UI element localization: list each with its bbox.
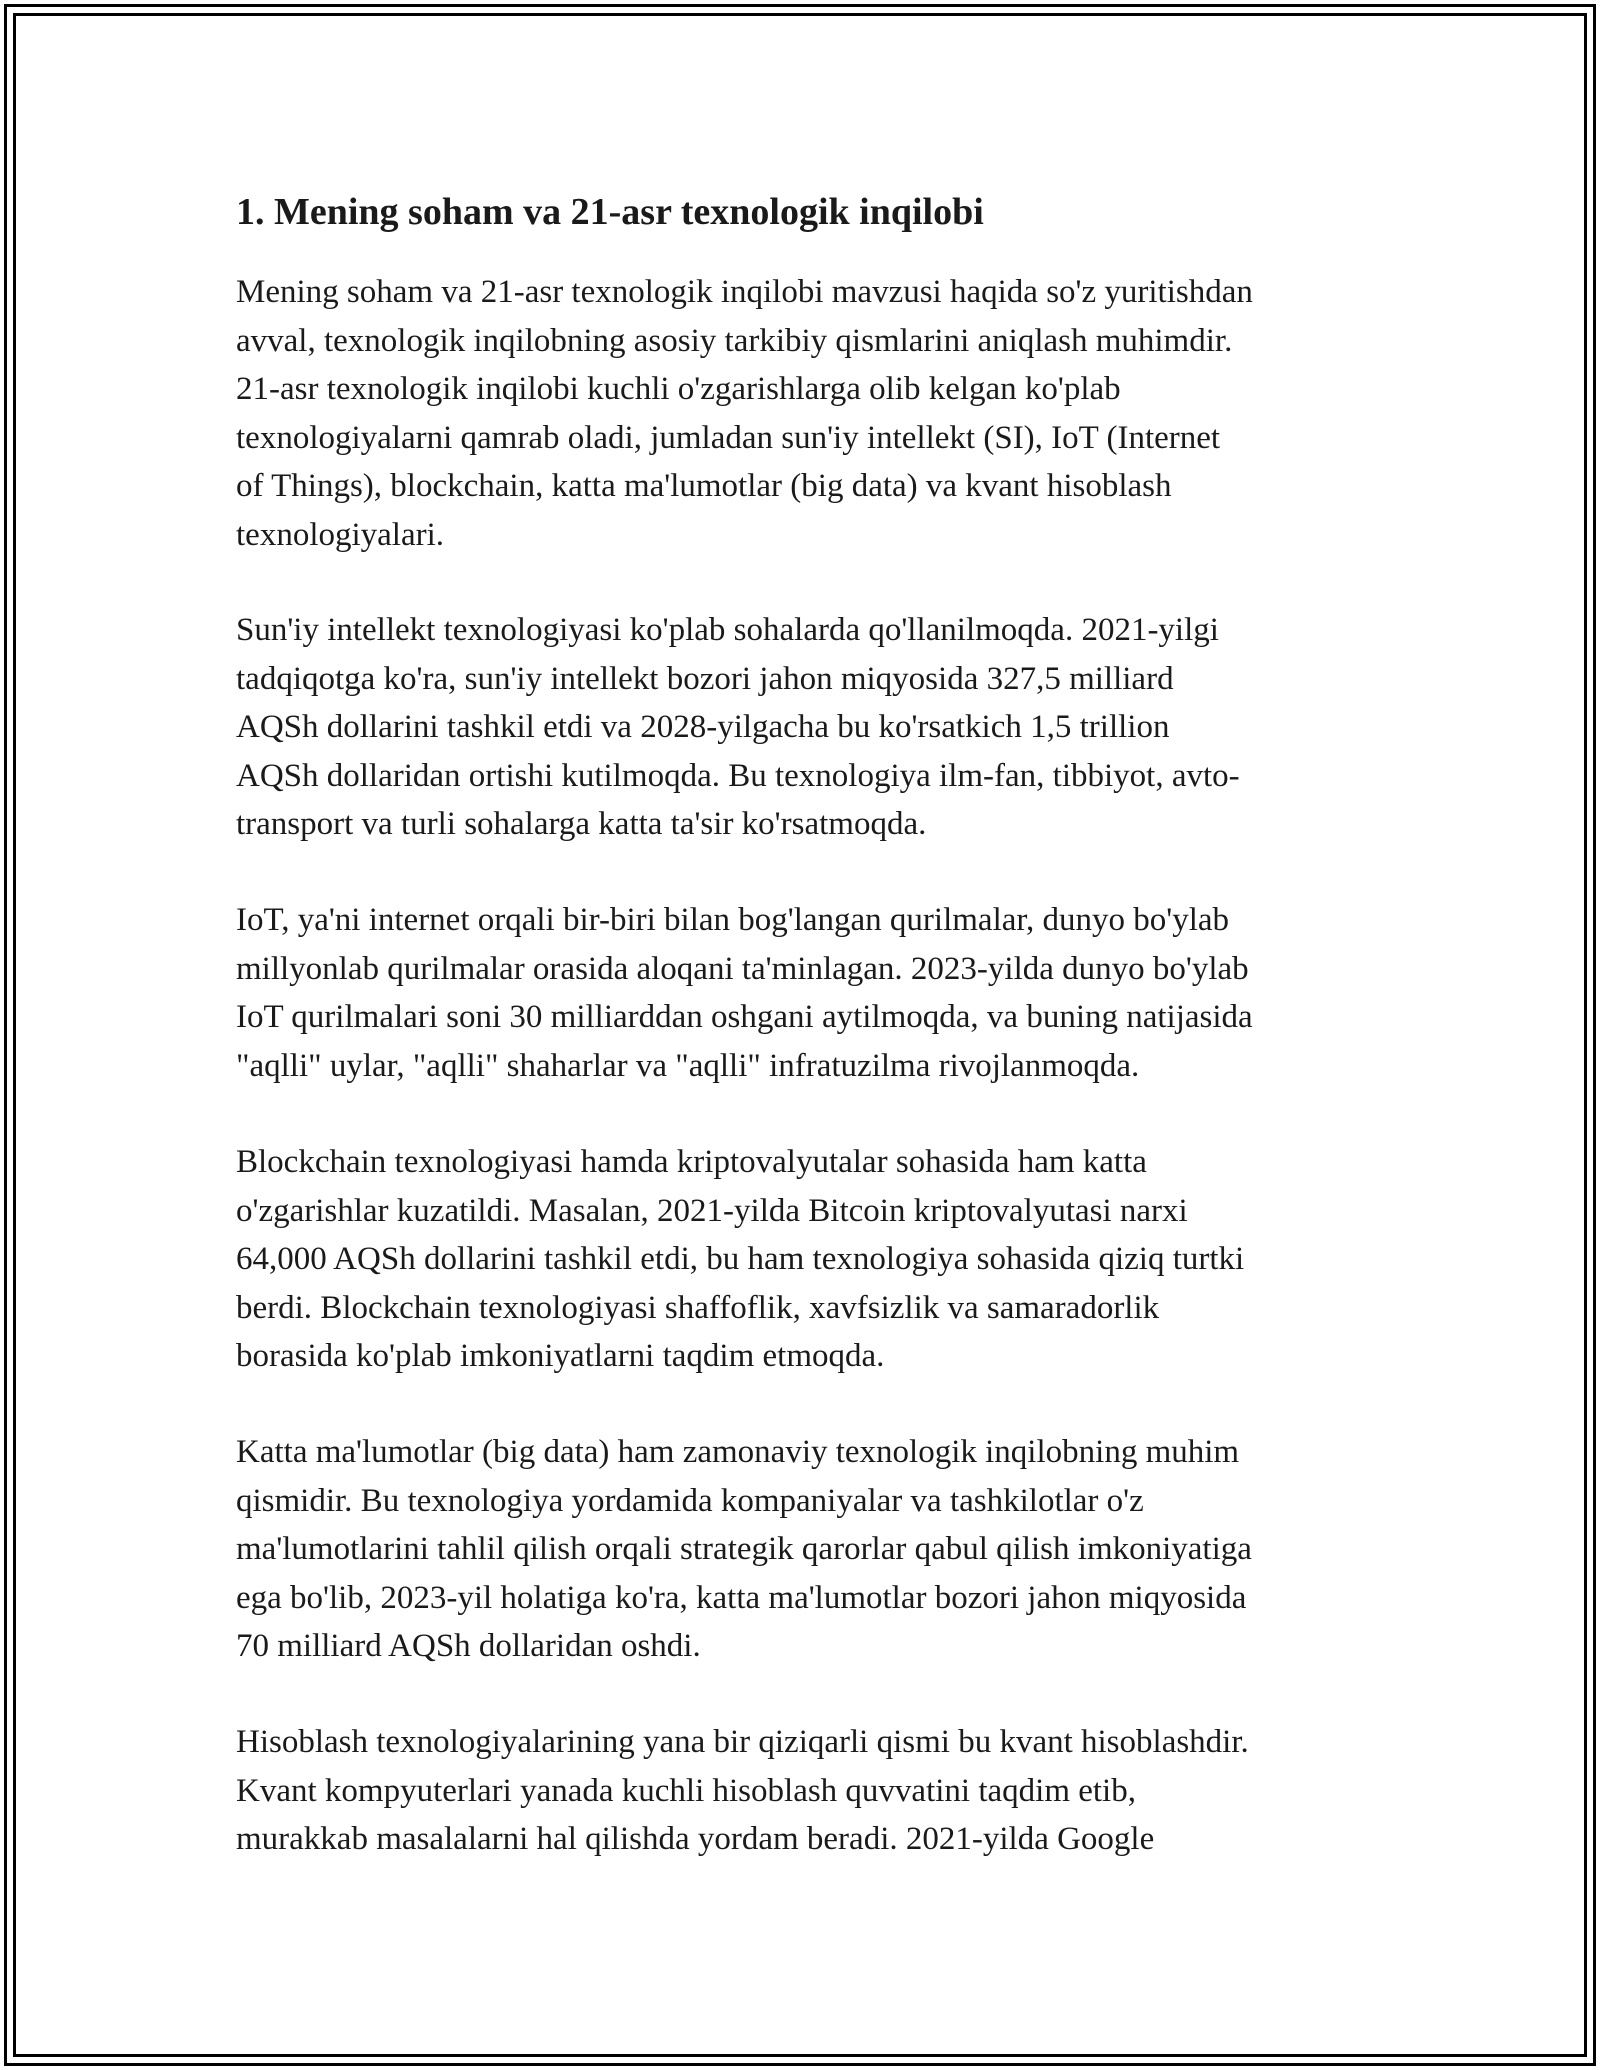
text-line: IoT qurilmalari soni 30 milliarddan oshgani aytilmoqda, va buning natijasida [236,999,1253,1035]
section-title: 1. Mening soham va 21-asr texnologik inqilobi [236,191,984,233]
paragraph-intro [236,268,1366,559]
text-line: murakkab masalalarni hal qilishda yordam beradi. 2021-yilda Google [236,1821,1155,1857]
text-line: Sun'iy intellekt texnologiyasi ko'plab sohalarda qo'llanilmoqda. 2021-yilgi [236,612,1219,648]
text-line: borasida ko'plab imkoniyatlarni taqdim etmoqda. [236,1338,885,1374]
paragraph-blockchain [236,1138,1366,1381]
text-line: millyonlab qurilmalar orasida aloqani ta'minlagan. 2023-yilda dunyo bo'ylab [236,950,1249,987]
text-line: of Things), blockchain, katta ma'lumotlar (big data) va kvant hisoblash [236,468,1172,504]
text-line: qismidir. Bu texnologiya yordamida kompaniyalar va tashkilotlar o'z [236,1482,1144,1519]
text-line: Blockchain texnologiyasi hamda kriptovalyutalar sohasida ham katta [236,1144,1147,1180]
text-line: tadqiqotga ko'ra, sun'iy intellekt bozori jahon miqyosida 327,5 milliard [236,660,1174,697]
text-line: transport va turli sohalarga katta ta'sir ko'rsatmoqda. [236,806,927,842]
text-line: Katta ma'lumotlar (big data) ham zamonaviy texnologik inqilobning muhim [236,1434,1240,1470]
paragraph-iot [236,896,1366,1090]
paragraph-big-data [236,1428,1366,1671]
text-line: o'zgarishlar kuzatildi. Masalan, 2021-yilda Bitcoin kriptovalyutasi narxi [236,1192,1188,1229]
text-line: IoT, ya'ni internet orqali bir-biri bilan bog'langan qurilmalar, dunyo bo'ylab [236,902,1230,938]
text-line: 64,000 AQSh dollarini tashkil etdi, bu ham texnologiya sohasida qiziq turtki [236,1241,1245,1277]
text-line: 21-asr texnologik inqilobi kuchli o'zgarishlarga olib kelgan ko'plab [236,371,1121,407]
paragraph-quantum [236,1718,1366,1864]
text-line: berdi. Blockchain texnologiyasi shaffoflik, xavfsizlik va samaradorlik [236,1289,1160,1326]
text-line: Kvant kompyuterlari yanada kuchli hisoblash quvvatini taqdim etib, [236,1772,1136,1809]
text-line: ega bo'lib, 2023-yil holatiga ko'ra, katta ma'lumotlar bozori jahon miqyosida [236,1579,1247,1616]
text-line: Hisoblash texnologiyalarining yana bir qiziqarli qismi bu kvant hisoblashdir. [236,1724,1249,1760]
paragraph-ai [236,606,1366,849]
text-line: ma'lumotlarini tahlil qilish orqali strategik qarorlar qabul qilish imkoniyatiga [236,1531,1252,1567]
text-line: AQSh dollaridan ortishi kutilmoqda. Bu texnologiya ilm-fan, tibbiyot, avto- [236,757,1240,794]
text-line: texnologiyalari. [236,516,445,553]
text-line: AQSh dollarini tashkil etdi va 2028-yilgacha bu ko'rsatkich 1,5 trillion [236,709,1170,745]
text-line: "aqlli" uylar, "aqlli" shaharlar va "aqlli" infratuzilma rivojlanmoqda. [236,1047,1140,1084]
text-line: texnologiyalarni qamrab oladi, jumladan sun'iy intellekt (SI), IoT (Internet [236,419,1221,456]
text-line: Mening soham va 21-asr texnologik inqilobi mavzusi haqida so'z yuritishdan [236,274,1253,310]
text-line: 70 milliard AQSh dollaridan oshdi. [236,1628,701,1664]
text-line: avval, texnologik inqilobning asosiy tarkibiy qismlarini aniqlash muhimdir. [236,322,1233,359]
